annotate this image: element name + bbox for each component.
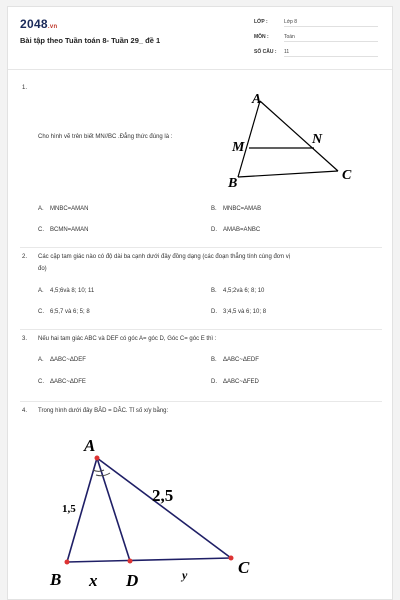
option-text: MNBC=AMAN <box>50 206 89 212</box>
option-text: 3;4,5 và 6; 10; 8 <box>223 309 267 315</box>
question-number: 2. <box>22 254 28 260</box>
worksheet-title: Bài tập theo Tuần toán 8- Tuần 29_ đề 1 <box>20 36 161 45</box>
divider <box>20 247 382 248</box>
option-b[interactable] <box>211 206 261 212</box>
label-side-dc: y <box>182 568 188 582</box>
question-text: Cho hình vẽ trên biết MN//BC .Đẳng thức đúng là : <box>38 134 173 140</box>
worksheet-header <box>8 7 392 70</box>
option-text: ΔABC~ΔDFE <box>50 379 86 385</box>
option-text: ΔABC~ΔDEF <box>50 357 86 363</box>
option-text: BCMN=AMAN <box>50 227 89 233</box>
label-side-ab: 1,5 <box>62 503 76 515</box>
option-a[interactable] <box>38 288 94 294</box>
option-b[interactable] <box>211 288 264 294</box>
brand-suffix: .vn <box>47 24 58 30</box>
option-a[interactable] <box>38 357 86 363</box>
option-letter: B. <box>211 288 217 294</box>
question-text: Trong hình dưới đây BÂD = DÂC. Tỉ số x/y bằng: <box>38 408 169 414</box>
side-bc <box>238 171 338 177</box>
angle-mark-icon <box>93 470 104 471</box>
label-n: N <box>312 132 323 147</box>
option-text: MNBC=AMAB <box>223 206 262 212</box>
label-side-bd: x <box>89 571 98 590</box>
option-d[interactable] <box>211 227 260 233</box>
meta-value: Lớp 8 <box>284 19 378 27</box>
side-ac <box>260 101 338 171</box>
option-text: AMAB=ANBC <box>223 227 261 233</box>
option-letter: C. <box>38 309 44 315</box>
option-d[interactable] <box>211 379 259 385</box>
option-letter: B. <box>211 206 217 212</box>
label-a: A <box>84 436 96 455</box>
option-d[interactable] <box>211 309 266 315</box>
brand-logo <box>20 17 57 31</box>
question-text: Nếu hai tam giác ABC và DEF có góc A= góc D, Góc C= góc E thì : <box>38 336 217 342</box>
option-text: 4,5;6và 8; 10; 11 <box>50 288 95 294</box>
meta-key: MÔN : <box>254 34 269 40</box>
option-c[interactable] <box>38 309 90 315</box>
option-text: ΔABC~ΔFED <box>223 379 259 385</box>
question-text-line1: Các cặp tam giác nào có độ dài ba cạnh dưới đây đồng dạng (các đoạn thẳng tính cùng đơn vị <box>38 254 291 260</box>
option-letter: A. <box>38 206 44 212</box>
meta-value: 11 <box>284 49 378 57</box>
option-a[interactable] <box>38 206 89 212</box>
option-letter: C. <box>38 379 44 385</box>
option-c[interactable] <box>38 379 86 385</box>
option-letter: B. <box>211 357 217 363</box>
option-letter: A. <box>38 357 44 363</box>
meta-value: Toán <box>284 34 378 42</box>
question-text-line2: đo) <box>38 266 47 272</box>
option-c[interactable] <box>38 227 89 233</box>
option-letter: D. <box>211 227 217 233</box>
question-number: 1. <box>22 85 28 91</box>
label-b: B <box>228 176 238 187</box>
label-b: B <box>50 570 62 589</box>
option-b[interactable] <box>211 357 259 363</box>
vertex-c <box>229 556 234 561</box>
divider <box>20 329 382 330</box>
option-text: 6;5,7 và 6; 5; 8 <box>50 309 90 315</box>
option-letter: C. <box>38 227 44 233</box>
side-ac <box>97 458 231 558</box>
vertex-d <box>128 559 133 564</box>
worksheet-page <box>7 6 393 600</box>
meta-key: SỐ CÂU : <box>254 49 277 55</box>
label-c: C <box>342 168 352 183</box>
meta-key: LỚP : <box>254 19 268 25</box>
brand-name: 2048 <box>20 17 48 31</box>
option-letter: A. <box>38 288 44 294</box>
vertex-b <box>65 560 70 565</box>
option-letter: D. <box>211 309 217 315</box>
option-text: 4,5;2và 6; 8; 10 <box>223 288 265 294</box>
label-m: M <box>232 140 245 155</box>
triangle-figure-1 <box>218 87 358 187</box>
side-bc <box>67 558 231 562</box>
label-d: D <box>126 571 139 590</box>
side-ab <box>238 101 260 177</box>
bisector-ad <box>97 458 130 561</box>
label-c: C <box>238 558 250 577</box>
label-a: A <box>252 92 262 107</box>
label-side-ac: 2,5 <box>152 486 174 505</box>
triangle-figure-4 <box>38 425 278 595</box>
option-text: ΔABC~ΔEDF <box>223 357 259 363</box>
question-number: 3. <box>22 336 28 342</box>
option-letter: D. <box>211 379 217 385</box>
question-number: 4. <box>22 408 28 414</box>
divider <box>20 401 382 402</box>
vertex-a <box>95 456 100 461</box>
